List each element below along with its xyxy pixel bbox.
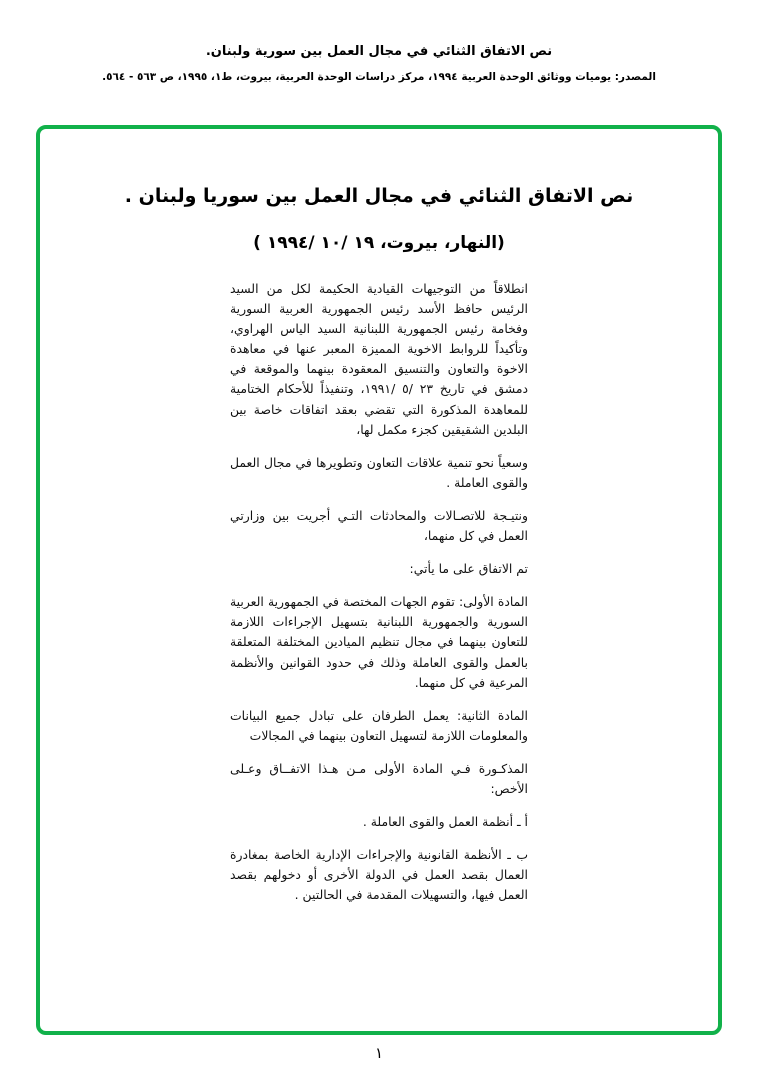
paragraph: تم الاتفاق على ما يأتي: [409, 561, 528, 577]
paragraph: ب ـ الأنظمة القانونية والإجراءات الإدارية الخاصة بمغادرة العمال بقصد العمل في الدولة الأخرى أو دخولهم بقصد العمل فيها، والتسهيلات المقدمة في الحالتين . [230, 847, 528, 903]
header-title: نص الاتفاق الثنائي في مجال العمل بين سورية ولبنان. [205, 44, 553, 59]
document-content [40, 129, 718, 1031]
paragraph: أ ـ أنظمة العمل والقوى العاملة . [362, 814, 528, 830]
page-number: ١ [374, 1044, 384, 1062]
paragraph: المذكـورة فـي المادة الأولى مـن هـذا الاتفــاق وعـلى الأخص: [230, 760, 528, 796]
document-body [230, 279, 528, 905]
paragraph: المادة الثانية: يعمل الطرفان على تبادل جميع البيانات والمعلومات اللازمة لتسهيل التعاون بينهما في المجالات [230, 707, 528, 743]
paragraph: ونتيـجة للاتصـالات والمحادثات التـي أجريت بين وزارتي العمل في كل منهما، [230, 507, 528, 544]
document-dateline: (النهار، بيروت، ١٩ /١٠ /١٩٩٤ ) [253, 233, 505, 253]
document-title: نص الاتفاق الثنائي في مجال العمل بين سوريا ولبنان . [124, 185, 634, 207]
page-header [0, 0, 758, 83]
header-source: المصدر: يوميات ووثائق الوحدة العربية ١٩٩٤، مركز دراسات الوحدة العربية، بيروت، ط١، ١٩٩٥، ص ٥٦٣ - ٥٦٤. [102, 71, 656, 83]
document-frame [36, 125, 722, 1035]
paragraph: المادة الأولى: تقوم الجهات المختصة في الجمهورية العربية السورية والجمهورية اللبنانية بتسهيل الإجراءات اللازمة للتعاون بينهما في مجال تنظيم الميادين المختلفة المتعلقة بالعمل والقوى العاملة وذلك في حدود القوانين والأنظمة المرعية في كل منهما. [230, 594, 528, 690]
paragraph: انطلاقاً من التوجيهات القيادية الحكيمة لكل من السيد الرئيس حافظ الأسد رئيس الجمهورية العربية السورية وفخامة رئيس الجمهورية اللبنانية السيد الياس الهراوي، وتأكيداً للروابط الاخوية المميزة المعبر عنها في معاهدة الاخوة والتعاون والتنسيق المعقودة بينهما والموقعة في دمشق في تاريخ ٢٣ /٥ /١٩٩١، وتنفيذاً للأحكام الختامية للمعاهدة المذكورة التي تقضي بعقد اتفاقات خاصة بين البلدين الشقيقين كجزء مكمل لها، [230, 281, 528, 437]
paragraph: وسعياً نحو تنمية علاقات التعاون وتطويرها في مجال العمل والقوى العاملة . [230, 454, 528, 490]
